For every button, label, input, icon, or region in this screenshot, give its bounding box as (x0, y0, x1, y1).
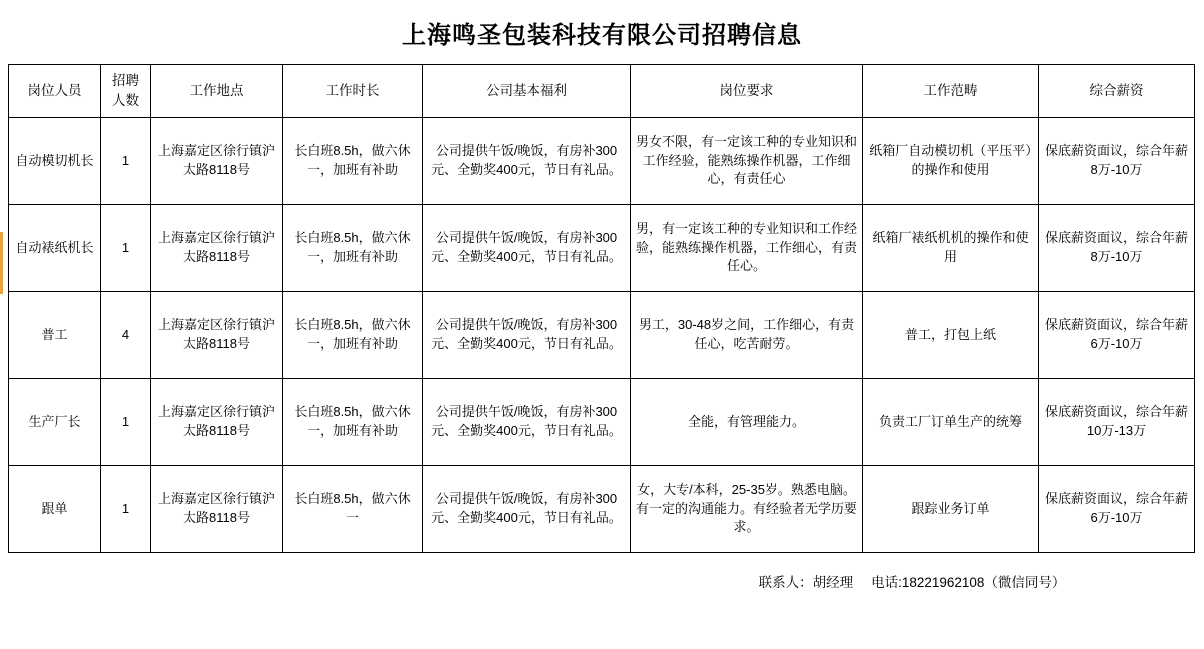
column-header-location: 工作地点 (151, 65, 283, 118)
cell-welfare: 公司提供午饭/晚饭，有房补300元、全勤奖400元，节日有礼品。 (423, 379, 631, 466)
table-header-row (9, 65, 1195, 118)
column-header-scope: 工作范畴 (863, 65, 1039, 118)
contact-phone: 电话:18221962108（微信同号） (871, 575, 1066, 590)
cell-salary: 保底薪资面议，综合年薪8万-10万 (1039, 205, 1195, 292)
cell-hours: 长白班8.5h，做六休一，加班有补助 (283, 205, 423, 292)
column-header-hours: 工作时长 (283, 65, 423, 118)
cell-hours: 长白班8.5h，做六休一，加班有补助 (283, 379, 423, 466)
cell-location: 上海嘉定区徐行镇沪太路8118号 (151, 205, 283, 292)
contact-info (630, 571, 1194, 591)
cell-position: 生产厂长 (9, 379, 101, 466)
table-row (9, 205, 1195, 292)
cell-hours: 长白班8.5h，做六休一，加班有补助 (283, 118, 423, 205)
cell-location: 上海嘉定区徐行镇沪太路8118号 (151, 379, 283, 466)
column-header-welfare: 公司基本福利 (423, 65, 631, 118)
cell-count: 1 (101, 466, 151, 553)
cell-scope: 纸箱厂自动模切机（平压平）的操作和使用 (863, 118, 1039, 205)
table-row (9, 118, 1195, 205)
cell-welfare: 公司提供午饭/晚饭，有房补300元、全勤奖400元，节日有礼品。 (423, 292, 631, 379)
cell-requirement: 女，大专/本科，25-35岁。熟悉电脑。有一定的沟通能力。有经验者无学历要求。 (631, 466, 863, 553)
cell-count: 1 (101, 118, 151, 205)
footer-spacer (8, 571, 630, 591)
cell-hours: 长白班8.5h，做六休一 (283, 466, 423, 553)
cell-position: 跟单 (9, 466, 101, 553)
cell-welfare: 公司提供午饭/晚饭，有房补300元、全勤奖400元，节日有礼品。 (423, 118, 631, 205)
cell-requirement: 男女不限，有一定该工种的专业知识和工作经验，能熟练操作机器，工作细心，有责任心 (631, 118, 863, 205)
table-row (9, 292, 1195, 379)
cell-position: 普工 (9, 292, 101, 379)
cell-salary: 保底薪资面议，综合年薪10万-13万 (1039, 379, 1195, 466)
cell-salary: 保底薪资面议，综合年薪6万-10万 (1039, 292, 1195, 379)
cell-scope: 普工，打包上纸 (863, 292, 1039, 379)
cell-location: 上海嘉定区徐行镇沪太路8118号 (151, 466, 283, 553)
cell-count: 1 (101, 379, 151, 466)
title-row (0, 0, 1204, 64)
footer-row (8, 571, 1194, 591)
cell-salary: 保底薪资面议，综合年薪8万-10万 (1039, 118, 1195, 205)
column-header-count: 招聘人数 (101, 65, 151, 118)
cell-welfare: 公司提供午饭/晚饭，有房补300元、全勤奖400元，节日有礼品。 (423, 466, 631, 553)
cell-count: 4 (101, 292, 151, 379)
column-header-position: 岗位人员 (9, 65, 101, 118)
column-header-requirement: 岗位要求 (631, 65, 863, 118)
column-header-salary: 综合薪资 (1039, 65, 1195, 118)
cell-requirement: 男工，30-48岁之间，工作细心，有责任心，吃苦耐劳。 (631, 292, 863, 379)
row-accent-marker (0, 232, 3, 294)
recruitment-table (8, 64, 1195, 553)
table-row (9, 466, 1195, 553)
contact-person: 联系人：胡经理 (758, 575, 854, 590)
cell-scope: 负责工厂订单生产的统筹 (863, 379, 1039, 466)
table-row (9, 379, 1195, 466)
page-title: 上海鸣圣包装科技有限公司招聘信息 (402, 21, 802, 49)
cell-scope: 跟踪业务订单 (863, 466, 1039, 553)
cell-position: 自动裱纸机长 (9, 205, 101, 292)
cell-hours: 长白班8.5h，做六休一，加班有补助 (283, 292, 423, 379)
cell-location: 上海嘉定区徐行镇沪太路8118号 (151, 118, 283, 205)
cell-welfare: 公司提供午饭/晚饭，有房补300元、全勤奖400元，节日有礼品。 (423, 205, 631, 292)
cell-location: 上海嘉定区徐行镇沪太路8118号 (151, 292, 283, 379)
cell-position: 自动模切机长 (9, 118, 101, 205)
cell-requirement: 男，有一定该工种的专业知识和工作经验，能熟练操作机器，工作细心，有责任心。 (631, 205, 863, 292)
cell-requirement: 全能，有管理能力。 (631, 379, 863, 466)
cell-salary: 保底薪资面议，综合年薪6万-10万 (1039, 466, 1195, 553)
cell-scope: 纸箱厂裱纸机机的操作和使用 (863, 205, 1039, 292)
cell-count: 1 (101, 205, 151, 292)
